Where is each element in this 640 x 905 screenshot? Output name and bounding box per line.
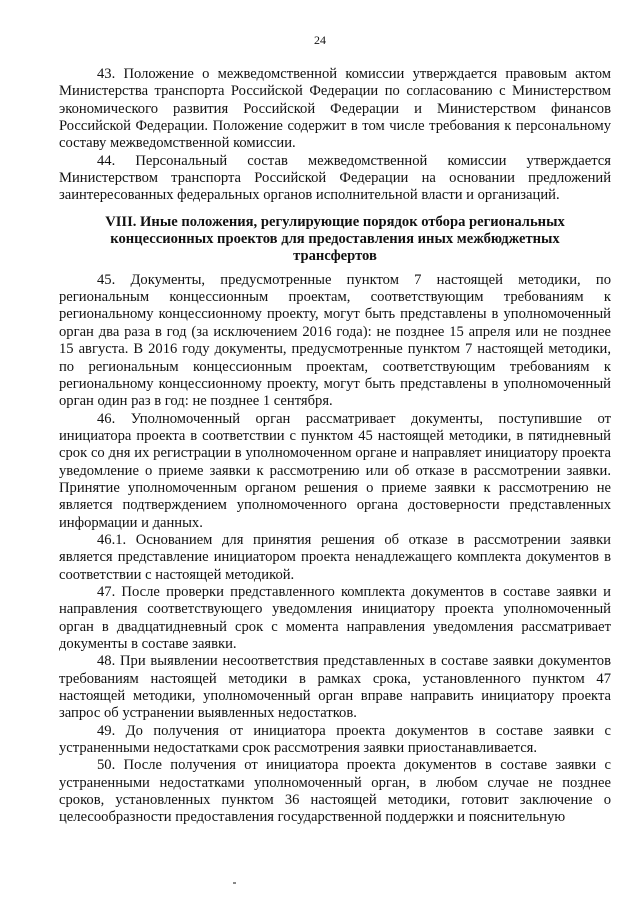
document-body xyxy=(59,66,611,827)
paragraph-49: 49. До получения от инициатора проекта документов в составе заявки с устраненными недостатками срок рассмотрения заявки приостанавливается. xyxy=(59,722,611,757)
scan-speck xyxy=(233,882,236,884)
paragraph-44: 44. Персональный состав межведомственной комиссии утверждается Министерством транспорта Российской Федерации на основании предложений заинтересованных федеральных органов исполнительной власти и организаций. xyxy=(59,152,611,204)
paragraph-45: 45. Документы, предусмотренные пунктом 7 настоящей методики, по региональным концессионным проектам, соответствующим требованиям к региональному концессионному проекту, могут быть представлены в уполномоченный орган два раза в год (за исключением 2016 года): не позднее 15 апреля или не позднее 15 августа. В 2016 году документы, предусмотренные пунктом 7 настоящей методики, по региональным концессионным проектам, соответствующим требованиям к региональному концессионному проекту, могут быть представлены в уполномоченный орган один раз в год: не позднее 1 сентября. xyxy=(59,271,611,410)
page-number: 24 xyxy=(314,33,326,47)
section-heading-line-1: VIII. Иные положения, регулирующие порядок отбора региональных xyxy=(105,213,565,230)
paragraph-50: 50. После получения от инициатора проекта документов в составе заявки с устраненными недостатками уполномоченный орган, в любом случае не позднее сроков, установленных пунктом 36 настоящей методики, готовит заключение о целесообразности предоставления государственной поддержки и пояснительную xyxy=(59,757,611,826)
section-heading-line-3: трансфертов xyxy=(293,248,377,265)
section-heading xyxy=(59,214,611,266)
paragraph-46-1: 46.1. Основанием для принятия решения об отказе в рассмотрении заявки является представление инициатором проекта ненадлежащего комплекта документов в соответствии с настоящей методикой. xyxy=(59,531,611,583)
paragraph-43: 43. Положение о межведомственной комиссии утверждается правовым актом Министерства транспорта Российской Федерации по согласованию с Министерством экономического развития Российской Федерации и Министерством финансов Российской Федерации. Положение содержит в том числе требования к персональному составу межведомственной комиссии. xyxy=(59,66,611,152)
section-heading-line-2: концессионных проектов для предоставления иных межбюджетных xyxy=(110,231,560,248)
paragraph-47: 47. После проверки представленного комплекта документов в составе заявки и направления соответствующего уведомления инициатору проекта уполномоченный орган в двадцатидневный срок с момента направления уведомления рассматривает документы в составе заявки. xyxy=(59,583,611,652)
paragraph-46: 46. Уполномоченный орган рассматривает документы, поступившие от инициатора проекта в соответствии с пунктом 45 настоящей методики, в пятидневный срок со дня их регистрации в уполномоченном органе и направляет инициатору проекта уведомление о приеме заявки к рассмотрению или об отказе в рассмотрении заявки. Принятие уполномоченным органом решения о приеме заявки к рассмотрению не является подтверждением уполномоченного органа достоверности представленных информации и данных. xyxy=(59,410,611,531)
paragraph-48: 48. При выявлении несоответствия представленных в составе заявки документов требованиям настоящей методики в рамках срока, установленного пунктом 47 настоящей методики, уполномоченный орган вправе направить инициатору проекта запрос об устранении выявленных недостатков. xyxy=(59,653,611,722)
